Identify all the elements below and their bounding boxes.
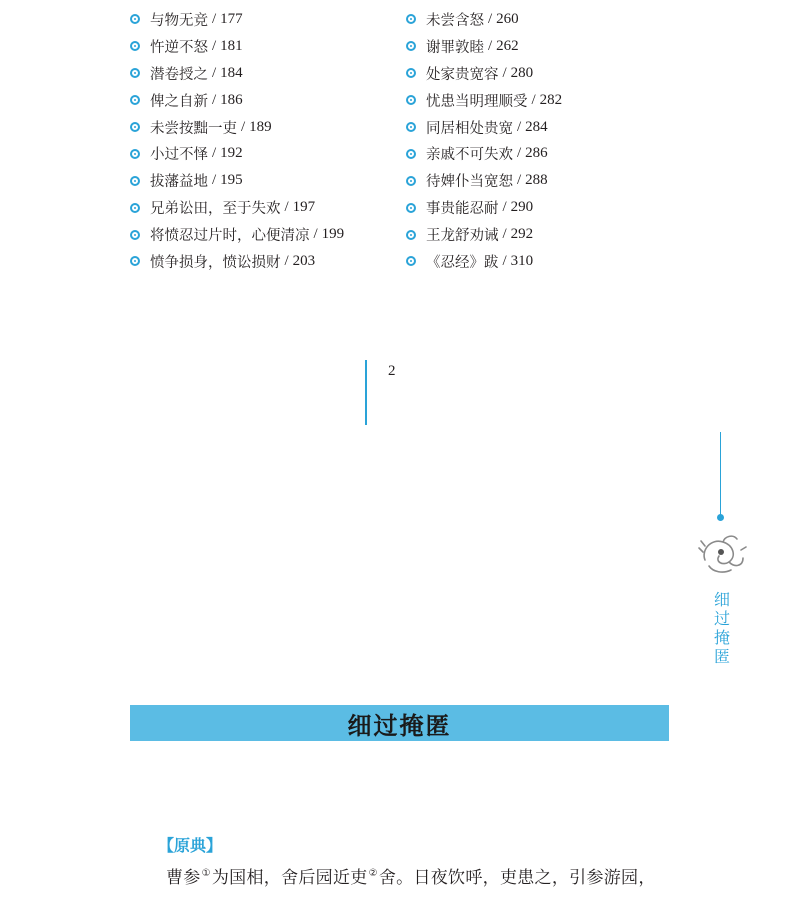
toc-entry[interactable] <box>130 140 344 167</box>
circle-bullet-icon <box>406 95 416 105</box>
toc-separator: / <box>212 91 217 108</box>
toc-entry-page: 262 <box>496 37 519 54</box>
toc-entry-title: 小过不怿 <box>150 147 208 164</box>
toc-entry-title: 待婢仆当宽恕 <box>426 174 513 191</box>
toc-entry-page: 184 <box>220 64 243 81</box>
toc-entry-page: 199 <box>321 226 345 243</box>
toc-separator: / <box>212 172 217 189</box>
toc-entry[interactable] <box>406 140 562 167</box>
toc-entry-title: 同居相处贵宽 <box>426 120 513 137</box>
toc-entry[interactable] <box>130 167 344 194</box>
circle-bullet-icon <box>130 256 140 266</box>
side-tab-title <box>712 590 732 666</box>
dragon-emblem-icon <box>697 530 749 580</box>
toc-entry-page: 260 <box>496 10 519 27</box>
source-text-paragraph <box>166 863 656 888</box>
source-text-label: 【原典】 <box>158 836 223 855</box>
toc-entry[interactable] <box>406 248 562 275</box>
toc-entry-page: 177 <box>220 10 243 27</box>
circle-bullet-icon <box>406 14 416 24</box>
toc-entry-title: 事贵能忍耐 <box>426 201 499 218</box>
toc-entry-page: 189 <box>249 118 272 135</box>
footnote-marker[interactable]: ② <box>368 868 378 879</box>
toc-entry-page: 280 <box>510 64 534 81</box>
circle-bullet-icon <box>406 122 416 132</box>
toc-entry-title: 未尝按黜一吏 <box>150 120 237 137</box>
toc-separator: / <box>284 199 289 216</box>
toc-entry-title: 亲戚不可失欢 <box>426 147 513 164</box>
toc-entry[interactable] <box>130 221 344 248</box>
toc-entry-title: 与物无竞 <box>150 12 208 29</box>
page-divider-line <box>365 360 367 425</box>
circle-bullet-icon <box>130 95 140 105</box>
toc-separator: / <box>502 64 507 81</box>
toc-separator: / <box>488 37 493 54</box>
toc-entry[interactable] <box>406 221 562 248</box>
text-segment: 舍。日夜饮呼，吏患之，引参游园， <box>378 868 656 888</box>
toc-entry-page: 292 <box>510 226 534 243</box>
toc-entry-title: 《忍经》跋 <box>426 254 499 271</box>
toc-entry-page: 203 <box>292 252 316 269</box>
toc-column-left <box>130 6 344 275</box>
toc-entry-page: 310 <box>510 252 534 269</box>
toc-entry[interactable] <box>406 194 562 221</box>
text-segment: 为国相，舍后园近吏 <box>211 868 368 888</box>
toc-entry-page: 282 <box>539 91 563 108</box>
page-number: 2 <box>388 363 396 379</box>
toc-separator: / <box>517 118 522 135</box>
toc-entry-title: 拔藩益地 <box>150 174 208 191</box>
toc-entry-title: 俾之自新 <box>150 93 208 110</box>
toc-entry-title: 未尝含怒 <box>426 12 484 29</box>
toc-entry[interactable] <box>406 60 562 87</box>
circle-bullet-icon <box>130 41 140 51</box>
toc-entry[interactable] <box>406 6 562 33</box>
circle-bullet-icon <box>406 176 416 186</box>
toc-separator: / <box>212 145 217 162</box>
toc-separator: / <box>502 252 507 269</box>
side-tab-line <box>720 432 721 516</box>
toc-entry-page: 186 <box>220 91 243 108</box>
toc-entry[interactable] <box>130 6 344 33</box>
side-tab-char: 匿 <box>713 647 730 666</box>
toc-entry[interactable] <box>130 114 344 141</box>
toc-entry-page: 192 <box>220 145 243 162</box>
circle-bullet-icon <box>406 41 416 51</box>
toc-separator: / <box>212 37 217 54</box>
side-tab-dot <box>717 514 724 521</box>
toc-separator: / <box>241 118 246 135</box>
toc-separator: / <box>502 199 507 216</box>
toc-entry-title: 谢罪敦睦 <box>426 39 484 56</box>
circle-bullet-icon <box>130 122 140 132</box>
side-tab-char: 掩 <box>713 628 730 647</box>
circle-bullet-icon <box>406 203 416 213</box>
toc-entry-title: 王龙舒劝诫 <box>426 228 499 245</box>
text-segment: 曹参 <box>166 868 201 888</box>
toc-entry-page: 197 <box>292 199 316 216</box>
toc-separator: / <box>531 91 536 108</box>
toc-entry-title: 将愤忍过片时，心便清凉 <box>150 228 310 245</box>
toc-separator: / <box>517 172 522 189</box>
toc-entry[interactable] <box>406 33 562 60</box>
circle-bullet-icon <box>130 203 140 213</box>
toc-entry-page: 181 <box>220 37 243 54</box>
toc-entry[interactable] <box>130 60 344 87</box>
toc-entry[interactable] <box>130 33 344 60</box>
circle-bullet-icon <box>130 230 140 240</box>
toc-entry-page: 290 <box>510 199 534 216</box>
toc-entry-page: 284 <box>525 118 548 135</box>
toc-entry[interactable] <box>130 194 344 221</box>
toc-entry[interactable] <box>130 248 344 275</box>
toc-entry-page: 288 <box>525 172 548 189</box>
footnote-marker[interactable]: ① <box>201 868 211 879</box>
toc-entry-page: 195 <box>220 172 243 189</box>
toc-separator: / <box>284 252 289 269</box>
toc-entry-title: 处家贵宽容 <box>426 66 499 83</box>
circle-bullet-icon <box>406 149 416 159</box>
circle-bullet-icon <box>130 149 140 159</box>
section-banner <box>130 705 669 741</box>
toc-separator: / <box>488 10 493 27</box>
toc-entry-title: 兄弟讼田，至于失欢 <box>150 201 281 218</box>
circle-bullet-icon <box>130 14 140 24</box>
toc-entry[interactable] <box>406 87 562 114</box>
toc-separator: / <box>212 10 217 27</box>
circle-bullet-icon <box>130 176 140 186</box>
section-title: 细过掩匿 <box>347 710 452 740</box>
side-tab-char: 细 <box>713 590 730 609</box>
toc-separator: / <box>502 226 507 243</box>
toc-column-right <box>406 6 562 275</box>
toc-separator: / <box>517 145 522 162</box>
circle-bullet-icon <box>406 68 416 78</box>
toc-entry-title: 愤争损身，愤讼损财 <box>150 254 281 271</box>
toc-entry[interactable] <box>406 114 562 141</box>
toc-entry[interactable] <box>406 167 562 194</box>
circle-bullet-icon <box>130 68 140 78</box>
toc-entry-title: 忤逆不怒 <box>150 39 208 56</box>
toc-separator: / <box>313 226 318 243</box>
circle-bullet-icon <box>406 230 416 240</box>
toc-entry[interactable] <box>130 87 344 114</box>
toc-entry-title: 潜卷授之 <box>150 66 208 83</box>
toc-separator: / <box>212 64 217 81</box>
circle-bullet-icon <box>406 256 416 266</box>
toc-entry-title: 忧患当明理顺受 <box>426 93 528 110</box>
side-tab-char: 过 <box>713 609 730 628</box>
toc-entry-page: 286 <box>525 145 548 162</box>
